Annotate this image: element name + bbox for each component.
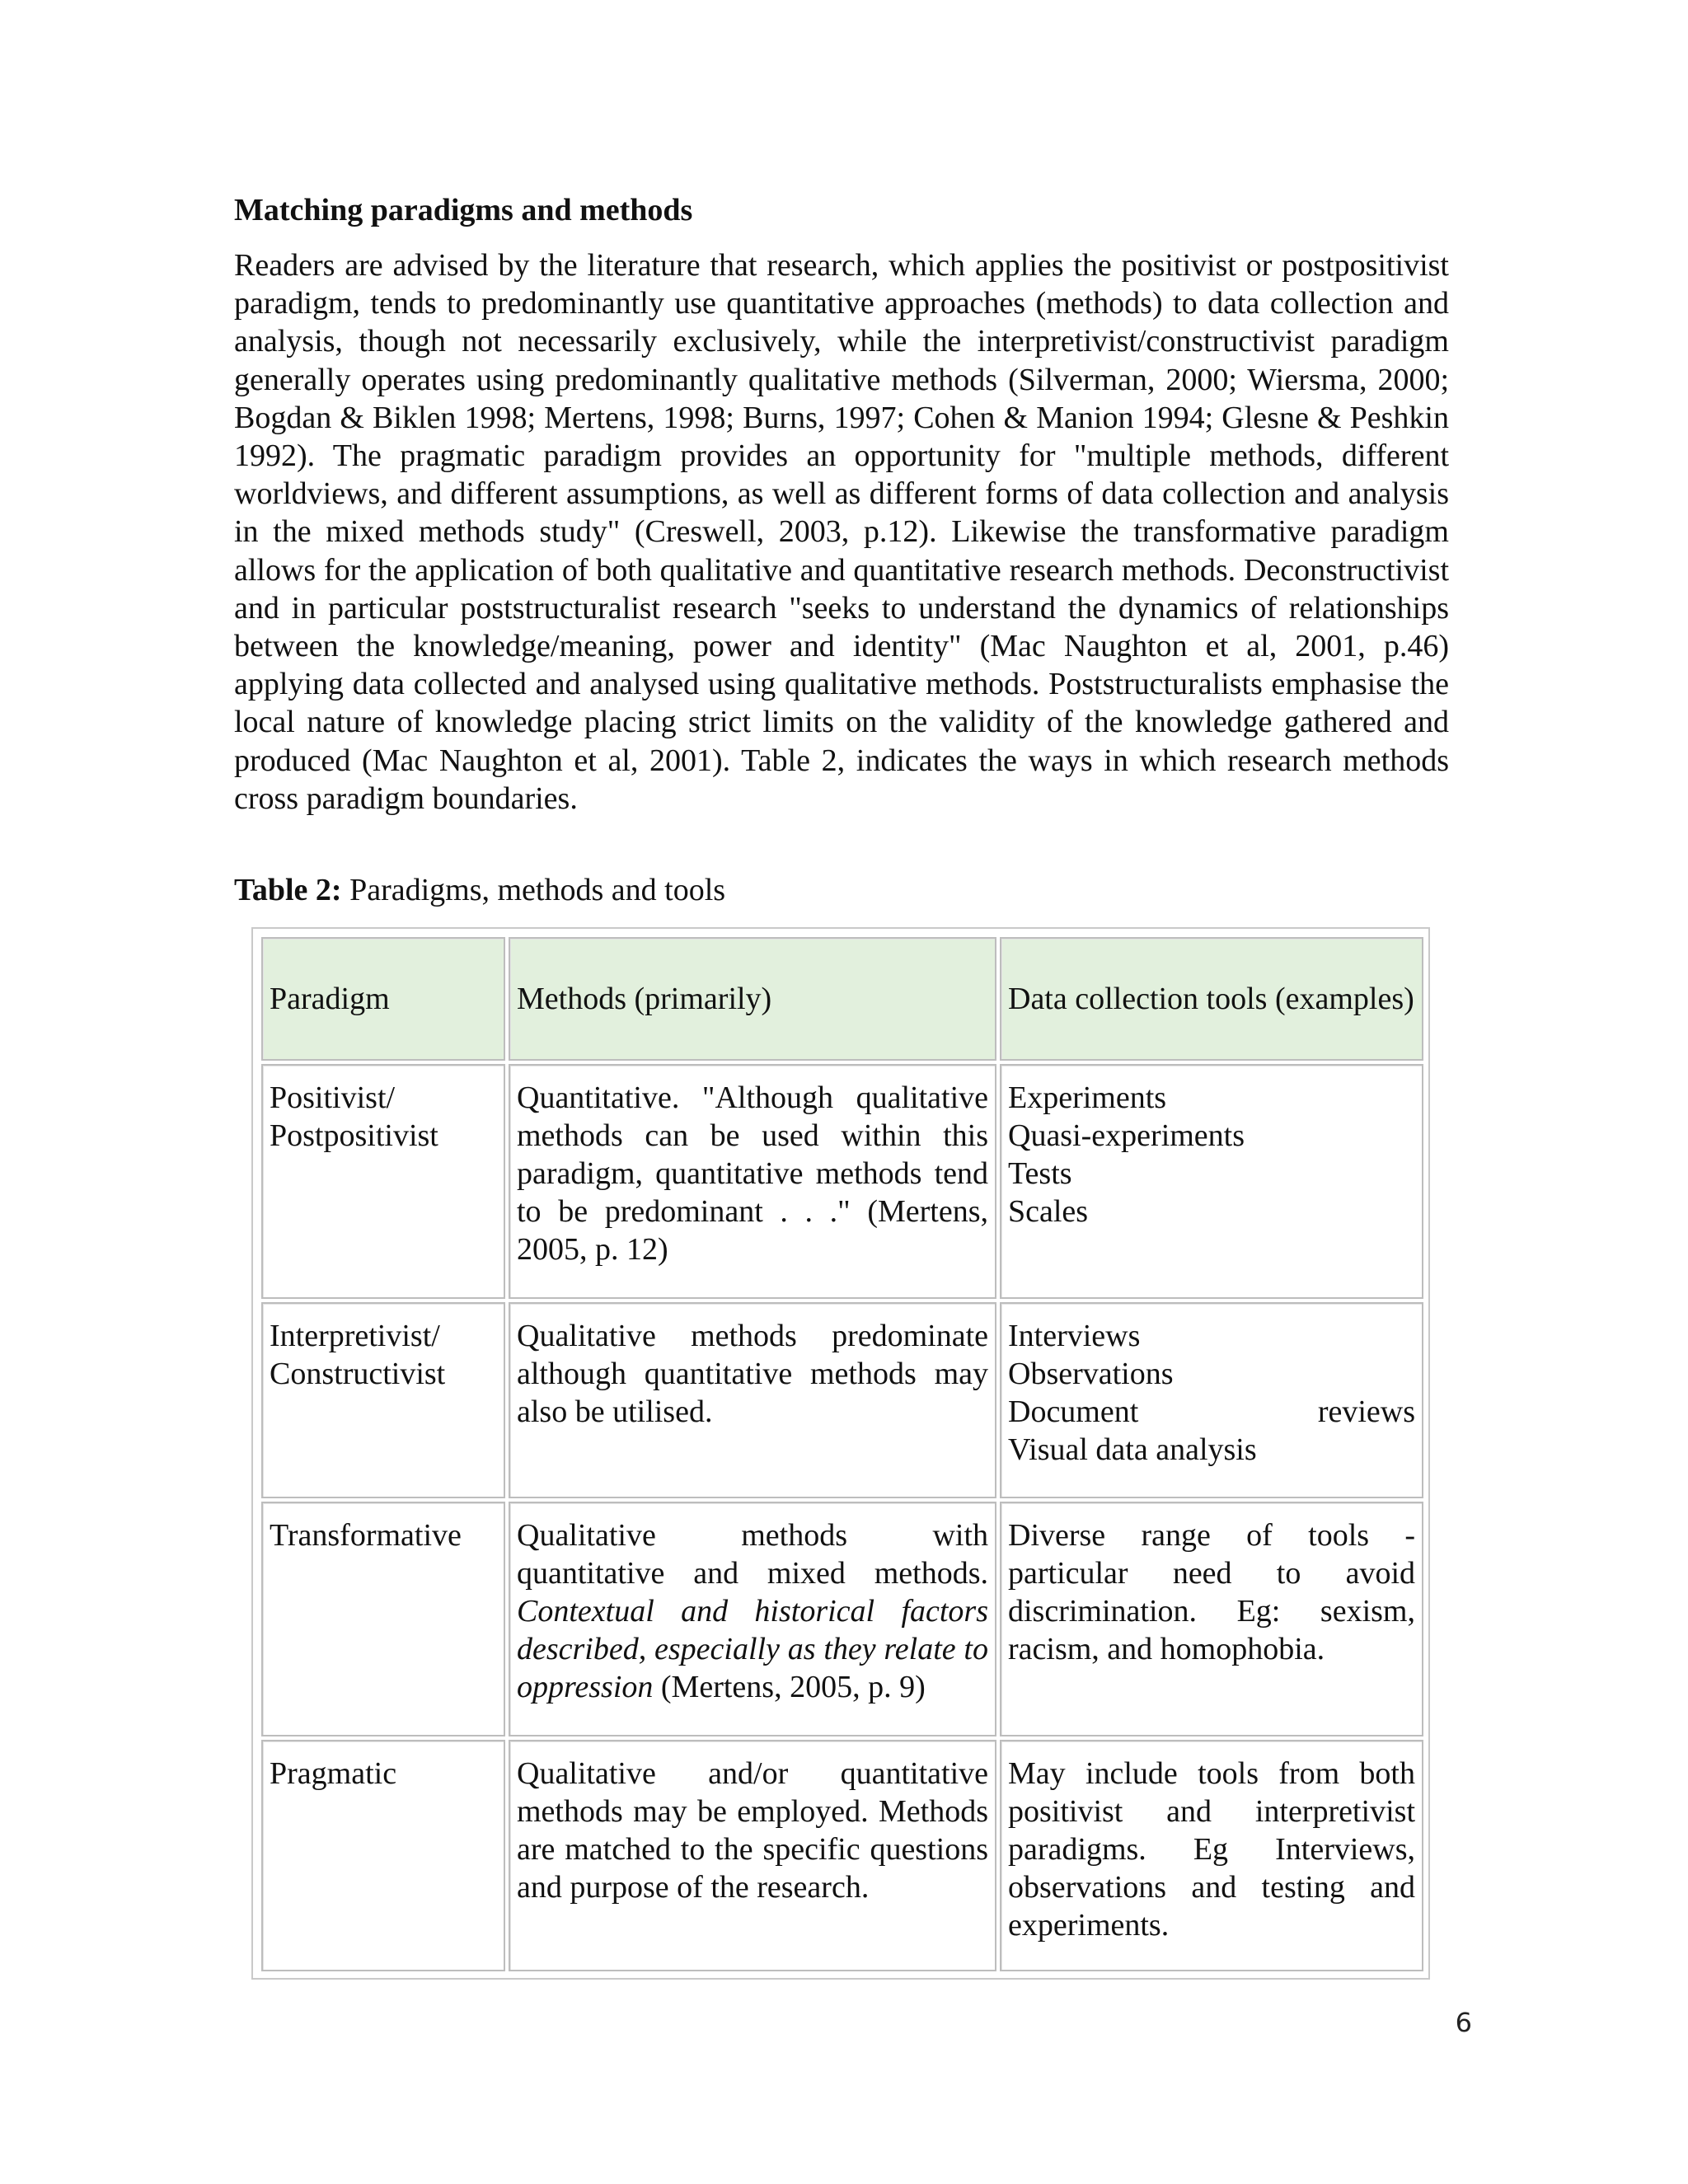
tools-text: Diverse range of tools - particular need to avoid discrimination. Eg: sexism, racism, and homophobia. (1008, 1518, 1415, 1666)
paradigm-line: Transformative (270, 1518, 462, 1553)
paradigm-cell (261, 1302, 505, 1498)
tools-cell (1000, 1302, 1423, 1498)
tool-item: Scales (1008, 1194, 1089, 1229)
table-caption-label: Table 2: (234, 873, 342, 907)
methods-cell (509, 1502, 996, 1736)
methods-text: Qualitative and/or quantitative methods may be employed. Methods are matched to the specific questions and purpose of the research. (517, 1756, 988, 1905)
paradigm-cell (261, 1064, 505, 1299)
methods-italic-text: Contextual and historical factors described, especially as they relate to oppression (517, 1594, 988, 1704)
methods-text: Qualitative methods predominate although quantitative methods may also be utilised. (517, 1319, 988, 1429)
header-cell-tools (1000, 937, 1423, 1061)
table-row (261, 1502, 1423, 1736)
methods-text: Qualitative methods with quantitative and mixed methods. (517, 1518, 988, 1591)
paradigm-line: Interpretivist/ (270, 1319, 440, 1353)
paradigm-cell (261, 1740, 505, 1971)
tool-item: Quasi-experiments (1008, 1118, 1245, 1153)
tool-item: Document reviews (1008, 1394, 1415, 1429)
table-caption (234, 871, 725, 909)
paradigms-table (258, 934, 1427, 1975)
paradigm-line: Constructivist (270, 1357, 446, 1391)
methods-text: Quantitative. "Although qualitative methods can be used within this paradigm, quantitative methods tend to be predominant . . ." (Mertens, 2005, p. 12) (517, 1080, 988, 1267)
section-heading: Matching paradigms and methods (234, 193, 693, 227)
paradigm-cell (261, 1502, 505, 1736)
methods-cell (509, 1740, 996, 1971)
body-paragraph: Readers are advised by the literature that research, which applies the positivist or postpositivist paradigm, tends to predominantly use quantitative approaches (methods) to data collection and analysis, though not necessarily exclusively, while the interpretivist/constructivist paradigm generally operates using predominantly qualitative methods (Silverman, 2000; Wiersma, 2000; Bogdan & Biklen 1998; Mertens, 1998; Burns, 1997; Cohen & Manion 1994; Glesne & Peshkin 1992). The pragmatic paradigm provides an opportunity for "multiple methods, different worldviews, and different assumptions, as well as different forms of data collection and analysis in the mixed methods study" (Creswell, 2003, p.12). Likewise the transformative paradigm allows for the application of both qualitative and quantitative research methods. Deconstructivist and in particular poststructuralist research "seeks to understand the dynamics of relationships between the knowledge/meaning, power and identity" (Mac Naughton et al, 2001, p.46) applying data collected and analysed using qualitative methods. Poststructuralists emphasise the local nature of knowledge placing strict limits on the validity of the knowledge gathered and produced (Mac Naughton et al, 2001). Table 2, indicates the ways in which research methods cross paradigm boundaries. (234, 248, 1449, 816)
tool-item: Experiments (1008, 1080, 1167, 1115)
tools-cell (1000, 1064, 1423, 1299)
tools-cell (1000, 1502, 1423, 1736)
methods-cell (509, 1064, 996, 1299)
table-header-row (261, 937, 1423, 1061)
table-row (261, 1740, 1423, 1971)
header-cell-methods (509, 937, 996, 1061)
header-tools-text: Data collection tools (examples) (1008, 982, 1414, 1016)
methods-cell (509, 1302, 996, 1498)
methods-citation: (Mertens, 2005, p. 9) (653, 1670, 926, 1704)
page-number: 6 (1455, 2007, 1472, 2038)
header-paradigm-text: Paradigm (270, 982, 390, 1016)
tool-item: Tests (1008, 1156, 1072, 1191)
header-methods-text: Methods (primarily) (517, 982, 772, 1016)
paradigm-line: Positivist/ (270, 1080, 396, 1115)
paradigms-table-frame (251, 927, 1430, 1980)
paradigm-line: Pragmatic (270, 1756, 397, 1791)
tools-cell (1000, 1740, 1423, 1971)
tools-text: May include tools from both positivist and interpretivist paradigms. Eg Interviews, observations and testing and experiments. (1008, 1756, 1415, 1943)
table-caption-text: Paradigms, methods and tools (341, 873, 726, 907)
tool-item: Observations (1008, 1357, 1174, 1391)
header-cell-paradigm (261, 937, 505, 1061)
tool-item: Visual data analysis (1008, 1432, 1257, 1467)
paradigm-line: Postpositivist (270, 1118, 438, 1153)
table-row (261, 1064, 1423, 1299)
tool-item: Interviews (1008, 1319, 1141, 1353)
table-row (261, 1302, 1423, 1498)
